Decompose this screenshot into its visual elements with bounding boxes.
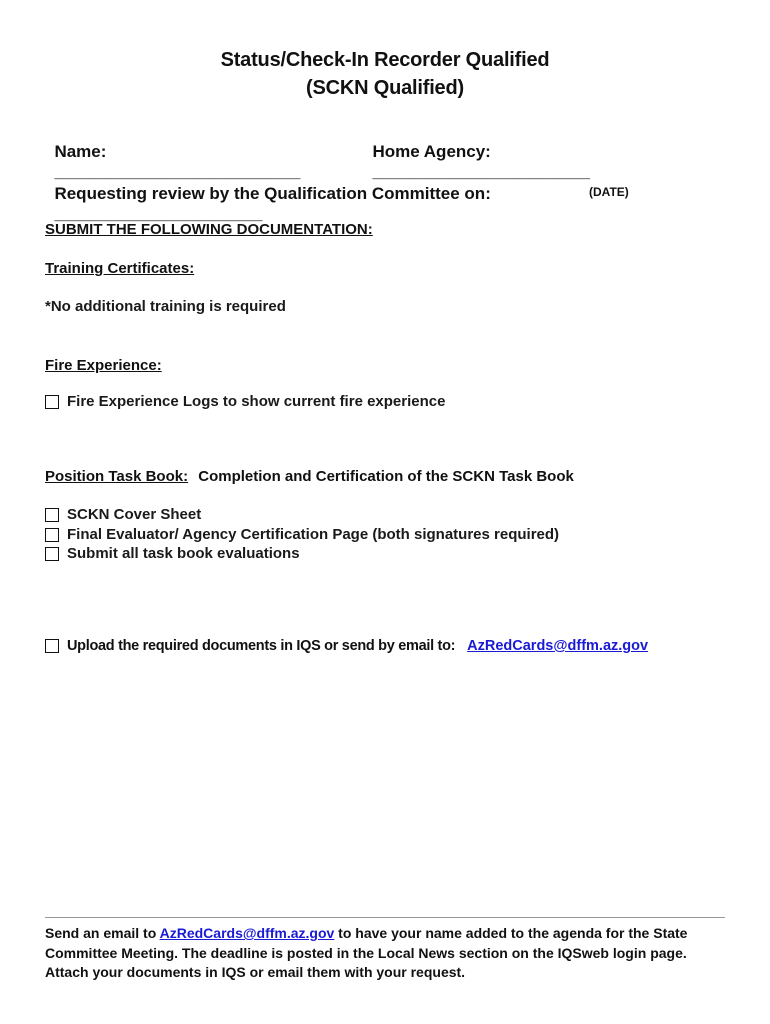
- training-header: Training Certificates:: [45, 260, 195, 277]
- fire-logs-label: Fire Experience Logs to show current fire experience: [67, 393, 446, 410]
- footer-note: [45, 924, 725, 983]
- training-note: *No additional training is required: [45, 298, 286, 315]
- fire-logs-checkbox[interactable]: [45, 395, 59, 409]
- taskbook-description: Completion and Certification of the SCKN Task Book: [198, 468, 574, 485]
- taskbook-item: [45, 526, 559, 543]
- fire-experience-item: [45, 393, 445, 410]
- upload-email-link[interactable]: AzRedCards@dffm.az.gov: [467, 638, 649, 654]
- submit-header: SUBMIT THE FOLLOWING DOCUMENTATION:: [45, 221, 373, 238]
- evaluations-label: Submit all task book evaluations: [67, 545, 300, 562]
- taskbook-header: Position Task Book:: [45, 468, 189, 485]
- taskbook-item: [45, 506, 201, 523]
- review-label: Requesting review by the Qualification Committee on:: [54, 184, 491, 203]
- form-title: Status/Check-In Recorder Qualified: [220, 49, 550, 71]
- taskbook-row: [45, 468, 574, 485]
- name-label: Name:: [54, 142, 107, 161]
- footer-divider: [45, 917, 725, 918]
- review-date-field[interactable]: ______________________: [54, 204, 263, 223]
- review-row: [45, 164, 491, 224]
- home-agency-field[interactable]: _______________________: [372, 162, 590, 181]
- upload-checkbox[interactable]: [45, 639, 59, 653]
- footer-email-link[interactable]: AzRedCards@dffm.az.gov: [159, 925, 335, 941]
- taskbook-item: [45, 545, 300, 562]
- footer-text-pre: Send an email to: [45, 925, 160, 941]
- name-field[interactable]: __________________________: [54, 162, 301, 181]
- final-evaluator-label: Final Evaluator/ Agency Certification Page (both signatures required): [67, 526, 560, 543]
- footer-text-post: to have your name added to the agenda for the State Committee Meeting. The deadline is posted in the Local News section on the IQSweb login page. Attach your documents in IQS or email them with your request.: [45, 925, 688, 980]
- cover-sheet-label: SCKN Cover Sheet: [67, 506, 202, 523]
- upload-text: Upload the required documents in IQS or send by email to:: [67, 638, 456, 654]
- evaluations-checkbox[interactable]: [45, 547, 59, 561]
- form-subtitle: (SCKN Qualified): [306, 77, 464, 99]
- upload-row: [45, 638, 648, 654]
- date-caption: (DATE): [589, 185, 629, 199]
- fire-experience-header: Fire Experience:: [45, 357, 162, 374]
- home-agency-label: Home Agency:: [372, 142, 491, 161]
- cover-sheet-checkbox[interactable]: [45, 508, 59, 522]
- final-evaluator-checkbox[interactable]: [45, 528, 59, 542]
